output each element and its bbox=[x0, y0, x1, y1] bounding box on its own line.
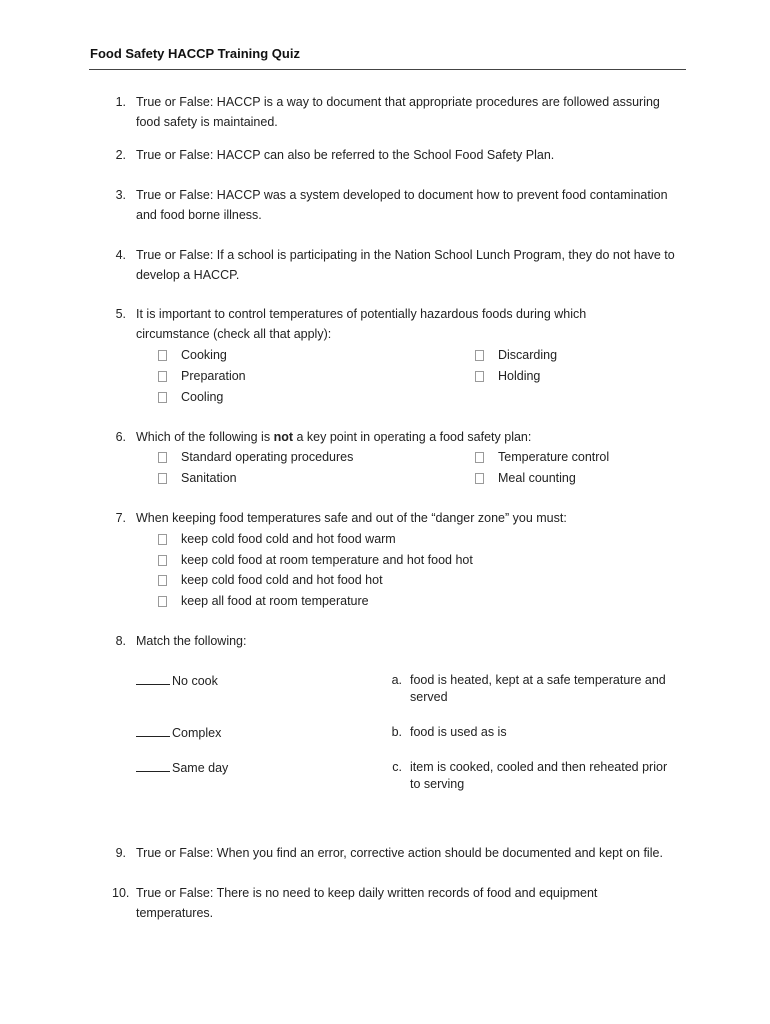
match-right-item bbox=[388, 672, 688, 712]
checkbox[interactable] bbox=[158, 534, 167, 545]
question-text: Match the following: bbox=[136, 634, 247, 648]
question-number: 4. bbox=[115, 248, 126, 262]
question-text: True or False: There is no need to keep daily written records of food and equipment temperatures. bbox=[136, 886, 598, 920]
question-number: 10. bbox=[112, 886, 130, 900]
question-text: True or False: HACCP was a system developed to document how to prevent food contamination and food borne illness. bbox=[136, 188, 668, 222]
match-definition: item is cooked, cooled and then reheated prior to serving bbox=[410, 760, 668, 791]
match-letter: c. bbox=[392, 760, 402, 774]
match-term: Complex bbox=[172, 726, 222, 740]
option-label: Discarding bbox=[498, 348, 558, 362]
option-label: Meal counting bbox=[498, 471, 576, 485]
option-label: Preparation bbox=[181, 369, 246, 383]
option-label: Cooling bbox=[181, 390, 224, 404]
match-left-item bbox=[136, 672, 218, 690]
question-number: 6. bbox=[115, 430, 126, 444]
question-text: It is important to control temperatures of potentially hazardous foods during which circumstance (check all that apply): bbox=[136, 307, 587, 341]
option-label: keep all food at room temperature bbox=[181, 594, 369, 608]
question-text: Which of the following is not a key point in operating a food safety plan: bbox=[136, 430, 532, 444]
option-label: keep cold food cold and hot food warm bbox=[181, 532, 396, 546]
question-text: When keeping food temperatures safe and out of the “danger zone” you must: bbox=[136, 511, 567, 525]
question-text: True or False: When you find an error, corrective action should be documented and kept on file. bbox=[136, 846, 663, 860]
option-label: keep cold food at room temperature and hot food hot bbox=[181, 553, 473, 567]
checkbox[interactable] bbox=[475, 371, 484, 382]
question-number: 8. bbox=[115, 634, 126, 648]
checkbox[interactable] bbox=[475, 452, 484, 463]
question-text: True or False: HACCP is a way to document that appropriate procedures are followed assuring food safety is maintained. bbox=[136, 95, 660, 129]
checkbox[interactable] bbox=[475, 350, 484, 361]
match-definition: food is heated, kept at a safe temperature and served bbox=[410, 673, 666, 704]
question-text: True or False: If a school is participating in the Nation School Lunch Program, they do not have to develop a HACCP. bbox=[136, 248, 675, 282]
checkbox[interactable] bbox=[158, 371, 167, 382]
match-left-item bbox=[136, 759, 228, 777]
match-definition: food is used as is bbox=[410, 725, 507, 739]
checkbox[interactable] bbox=[158, 596, 167, 607]
checkbox[interactable] bbox=[158, 452, 167, 463]
question-number: 1. bbox=[115, 95, 126, 109]
question-number: 3. bbox=[115, 188, 126, 202]
answer-blank[interactable] bbox=[136, 724, 170, 737]
option-label: keep cold food cold and hot food hot bbox=[181, 573, 383, 587]
match-left-item bbox=[136, 724, 221, 742]
checkbox[interactable] bbox=[158, 555, 167, 566]
match-letter: b. bbox=[391, 725, 402, 739]
match-term: No cook bbox=[172, 674, 218, 688]
match-right-item bbox=[388, 759, 688, 799]
question-number: 9. bbox=[115, 846, 126, 860]
question-number: 5. bbox=[115, 307, 126, 321]
checkbox[interactable] bbox=[475, 473, 484, 484]
question-number: 7. bbox=[115, 511, 126, 525]
page-title: Food Safety HACCP Training Quiz bbox=[90, 46, 300, 61]
checkbox[interactable] bbox=[158, 473, 167, 484]
answer-blank[interactable] bbox=[136, 759, 170, 772]
question-number: 2. bbox=[115, 148, 126, 162]
checkbox[interactable] bbox=[158, 392, 167, 403]
checkbox[interactable] bbox=[158, 350, 167, 361]
option-label: Temperature control bbox=[498, 450, 610, 464]
question-text: True or False: HACCP can also be referred to the School Food Safety Plan. bbox=[136, 148, 555, 162]
checkbox[interactable] bbox=[158, 575, 167, 586]
emphasis-not: not bbox=[273, 430, 293, 444]
option-label: Standard operating procedures bbox=[181, 450, 354, 464]
match-letter: a. bbox=[391, 673, 402, 687]
match-term: Same day bbox=[172, 761, 229, 775]
option-label: Cooking bbox=[181, 348, 227, 362]
option-label: Sanitation bbox=[181, 471, 237, 485]
answer-blank[interactable] bbox=[136, 672, 170, 685]
title-divider bbox=[89, 69, 686, 70]
option-label: Holding bbox=[498, 369, 541, 383]
